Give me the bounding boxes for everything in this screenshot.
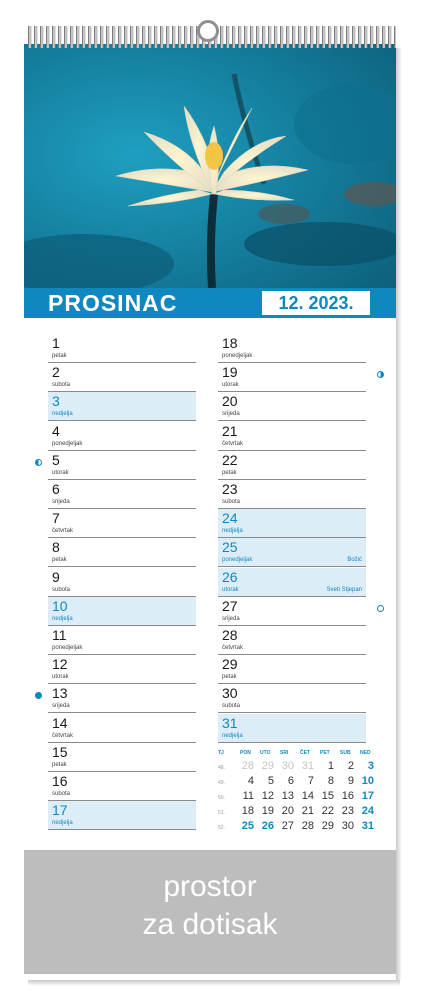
day-row — [218, 597, 366, 626]
day-row — [48, 626, 196, 655]
mini-calendar-day: 2 — [347, 760, 354, 772]
day-row — [48, 480, 196, 509]
mini-calendar-header: ČET — [300, 750, 310, 756]
mini-calendar-day: 20 — [281, 805, 294, 817]
imprint-line-1: prostor — [163, 870, 257, 903]
mini-calendar-week-number: 52. — [218, 825, 225, 831]
mini-calendar-day: 31 — [301, 760, 314, 772]
mini-calendar-day: 28 — [241, 760, 254, 772]
day-row — [218, 422, 366, 451]
day-number: 3 — [52, 393, 60, 410]
mini-calendar-day: 9 — [347, 775, 354, 787]
mini-calendar-header: SUB — [340, 750, 351, 756]
day-name: ponedjeljak — [222, 353, 253, 359]
mini-calendar-day: 27 — [281, 820, 294, 832]
mini-calendar-header: TJ — [218, 750, 224, 756]
day-number: 16 — [52, 773, 68, 789]
imprint-area — [24, 850, 396, 974]
day-name: srijeda — [52, 499, 70, 505]
day-number: 15 — [52, 743, 68, 760]
day-row — [218, 684, 366, 713]
mini-calendar-day: 4 — [247, 775, 254, 787]
mini-calendar-day: 18 — [241, 805, 254, 817]
new-moon-icon — [35, 692, 42, 699]
mini-calendar-day: 31 — [361, 820, 374, 832]
day-name: utorak — [222, 382, 239, 389]
mini-calendar-day: 25 — [241, 820, 254, 832]
day-name: petak — [222, 674, 237, 681]
mini-calendar-header: NED — [360, 750, 371, 756]
day-number: 9 — [52, 568, 60, 585]
day-number: 29 — [222, 656, 238, 673]
day-number: 13 — [52, 685, 68, 702]
mini-calendar-header: SRI — [280, 750, 289, 756]
imprint-line-2: za dotisak — [142, 908, 278, 941]
day-row — [48, 655, 196, 684]
mini-calendar-week-number: 48. — [218, 765, 225, 771]
day-name: utorak — [222, 586, 239, 593]
day-row — [48, 743, 196, 772]
mini-calendar-day: 7 — [307, 775, 314, 787]
day-name: četvrtak — [222, 645, 244, 651]
page-shadow-right — [396, 48, 402, 980]
day-row — [48, 363, 196, 392]
day-row — [218, 451, 366, 480]
mini-calendar-week-number: 51. — [218, 810, 225, 816]
mini-calendar-day: 16 — [341, 790, 354, 802]
day-number: 25 — [222, 539, 238, 556]
day-number: 14 — [52, 714, 68, 731]
mini-calendar-day: 1 — [327, 760, 334, 772]
day-name: utorak — [52, 674, 69, 681]
page-shadow-bottom — [28, 980, 400, 986]
mini-calendar-day: 30 — [281, 760, 294, 772]
day-name: petak — [52, 557, 67, 564]
day-number: 31 — [222, 714, 238, 731]
holiday-name: Božić — [347, 557, 362, 564]
day-row — [48, 568, 196, 597]
day-row — [48, 392, 196, 421]
mini-calendar-day: 17 — [361, 790, 374, 802]
mini-calendar-day: 6 — [287, 775, 294, 787]
day-name: subota — [52, 791, 71, 797]
day-name: subota — [222, 703, 241, 710]
day-number: 24 — [222, 510, 238, 527]
calendar-page — [24, 44, 396, 980]
day-name: ponedjeljak — [222, 557, 253, 564]
mini-calendar-day: 21 — [301, 805, 314, 817]
day-row — [48, 714, 196, 743]
day-name: subota — [52, 586, 71, 593]
day-number: 27 — [222, 597, 238, 614]
day-name: nedjelja — [222, 528, 243, 535]
day-number: 1 — [52, 335, 60, 351]
day-row — [48, 684, 196, 713]
day-row — [218, 509, 366, 538]
holiday-name: Sveti Stjepan — [326, 586, 362, 593]
day-row — [48, 538, 196, 567]
day-row — [218, 334, 366, 363]
day-name: četvrtak — [52, 732, 74, 739]
day-number: 18 — [222, 335, 238, 351]
day-name: petak — [52, 761, 67, 768]
last-quarter-moon-icon — [35, 459, 42, 466]
day-row — [48, 772, 196, 801]
mini-calendar-day: 24 — [361, 805, 374, 817]
day-row — [48, 597, 196, 626]
day-row — [218, 714, 366, 743]
day-name: petak — [222, 469, 237, 476]
mini-calendar-day: 13 — [281, 790, 294, 802]
mini-calendar-day: 29 — [321, 820, 334, 832]
day-number: 8 — [52, 539, 60, 556]
day-number: 28 — [222, 627, 238, 643]
full-moon-icon — [377, 605, 384, 612]
day-name: nedjelja — [52, 615, 73, 622]
day-row — [48, 422, 196, 451]
day-row — [48, 801, 196, 830]
mini-calendar-header: PET — [320, 750, 330, 756]
day-name: srijeda — [52, 703, 70, 710]
day-name: subota — [52, 382, 71, 389]
day-name: ponedjeljak — [52, 645, 83, 651]
day-name: ponedjeljak — [52, 440, 83, 447]
mini-calendar-week-number: 50. — [218, 795, 225, 801]
day-number: 10 — [52, 597, 68, 614]
day-name: nedjelja — [52, 411, 73, 418]
day-name: subota — [222, 499, 241, 505]
day-number: 23 — [222, 481, 238, 497]
day-number: 21 — [222, 422, 238, 439]
hanging-hook — [197, 20, 219, 42]
first-quarter-moon-icon — [377, 371, 384, 378]
day-number: 5 — [52, 451, 60, 468]
mini-calendar-day: 28 — [301, 820, 314, 832]
day-number: 22 — [222, 451, 238, 468]
mini-calendar-day: 5 — [267, 775, 274, 787]
mini-calendar-day: 12 — [261, 790, 274, 802]
mini-calendar-day: 19 — [261, 805, 274, 817]
day-number: 20 — [222, 393, 238, 410]
day-number: 19 — [222, 364, 238, 381]
mini-calendar-day: 23 — [341, 805, 354, 817]
mini-calendar — [218, 750, 373, 836]
day-row — [218, 538, 366, 567]
day-name: petak — [52, 353, 67, 359]
mini-calendar-day: 14 — [301, 790, 314, 802]
day-number: 6 — [52, 481, 60, 497]
mini-calendar-day: 10 — [361, 775, 374, 787]
day-name: srijeda — [222, 411, 240, 418]
month-title: PROSINAC — [48, 290, 178, 316]
mini-calendar-day: 11 — [242, 790, 254, 802]
day-row — [48, 451, 196, 480]
day-name: nedjelja — [52, 820, 73, 827]
day-row — [218, 480, 366, 509]
day-row — [218, 363, 366, 392]
day-number: 7 — [52, 510, 60, 527]
mini-calendar-day: 3 — [367, 760, 374, 772]
day-number: 26 — [222, 568, 238, 585]
mini-calendar-day: 15 — [321, 790, 334, 802]
day-name: nedjelja — [222, 732, 243, 739]
mini-calendar-header: UTO — [260, 750, 271, 756]
day-row — [218, 655, 366, 684]
mini-calendar-header: PON — [240, 750, 251, 756]
day-row — [218, 568, 366, 597]
month-year-label: 12. 2023. — [262, 291, 370, 315]
day-number: 30 — [222, 685, 238, 702]
mini-calendar-day: 29 — [261, 760, 274, 772]
mini-calendar-day: 22 — [321, 805, 334, 817]
day-name: četvrtak — [222, 440, 244, 447]
day-row — [218, 392, 366, 421]
day-name: utorak — [52, 469, 69, 476]
day-number: 12 — [52, 656, 68, 673]
water-lily-photo — [24, 44, 396, 318]
mini-calendar-day: 26 — [261, 820, 274, 832]
day-name: četvrtak — [52, 528, 74, 535]
day-row — [218, 626, 366, 655]
day-row — [48, 334, 196, 363]
mini-calendar-week-number: 49. — [218, 780, 225, 786]
day-name: srijeda — [222, 615, 240, 622]
mini-calendar-day: 8 — [327, 775, 334, 787]
day-number: 2 — [52, 364, 60, 381]
mini-calendar-day: 30 — [341, 820, 354, 832]
day-number: 17 — [52, 802, 68, 819]
day-number: 11 — [52, 627, 67, 643]
day-number: 4 — [52, 422, 60, 439]
day-row — [48, 509, 196, 538]
